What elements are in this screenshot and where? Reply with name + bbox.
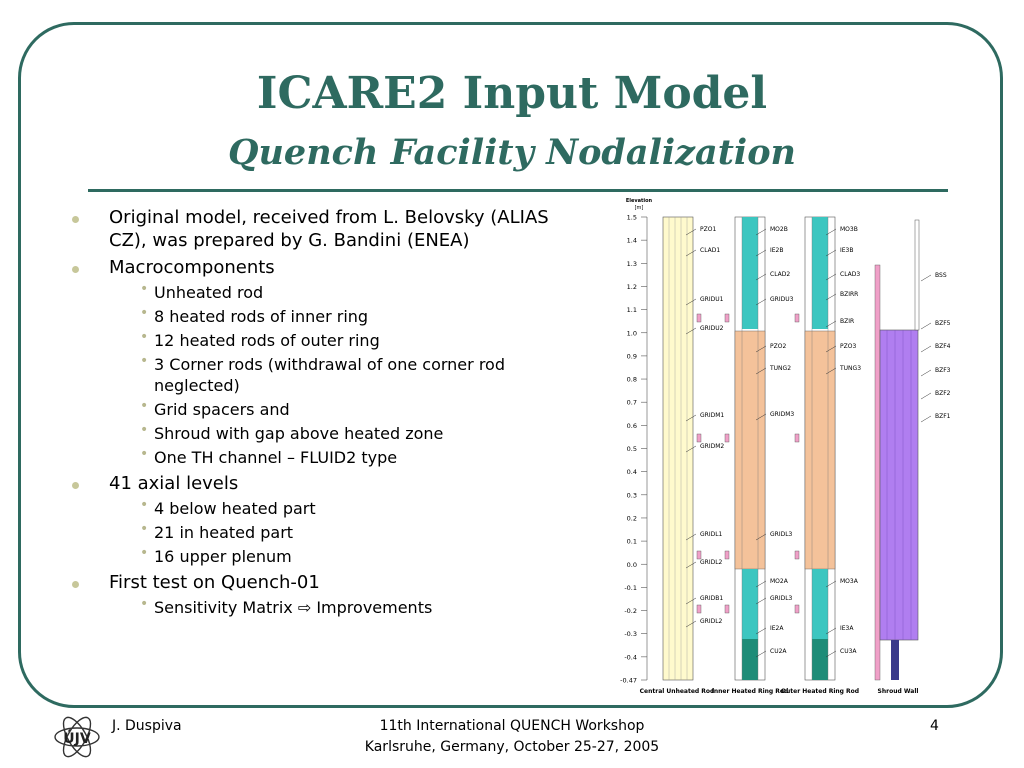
sub-bullet-text: Grid spacers and bbox=[154, 400, 290, 419]
inner-rod-heated-zone bbox=[735, 331, 765, 569]
grid-spacer bbox=[795, 605, 799, 613]
label-leader bbox=[921, 370, 931, 376]
grid-spacer bbox=[725, 551, 729, 559]
sub-bullet-dot: • bbox=[140, 497, 149, 513]
sub-bullet-dot: • bbox=[140, 281, 149, 297]
shroud-label: BZF2 bbox=[935, 390, 951, 397]
bullet-item bbox=[70, 256, 590, 468]
col3-label: CU3A bbox=[840, 648, 857, 655]
col2-label: GRIDL3 bbox=[770, 595, 793, 602]
sub-bullet-dot: • bbox=[140, 545, 149, 561]
elevation-tick-label: 1.4 bbox=[626, 236, 637, 245]
col1-label: GRIDU1 bbox=[700, 296, 724, 303]
grid-spacer bbox=[697, 434, 701, 442]
col2-label: TUNG2 bbox=[770, 365, 792, 372]
grid-spacer bbox=[697, 314, 701, 322]
sub-bullet-text: 4 below heated part bbox=[154, 499, 316, 518]
sub-bullet-item bbox=[109, 423, 590, 444]
bullet-dot bbox=[72, 482, 79, 489]
col1-label: GRIDU2 bbox=[700, 325, 724, 332]
label-leader bbox=[921, 275, 931, 281]
col3-label: MO3A bbox=[840, 578, 858, 585]
elevation-tick-label: 0.1 bbox=[626, 537, 637, 546]
bullet-item bbox=[70, 571, 590, 618]
bullet-item bbox=[70, 206, 590, 252]
shroud-inner-wall bbox=[875, 265, 880, 680]
grid-spacer bbox=[795, 551, 799, 559]
shroud-label: BZF1 bbox=[935, 413, 951, 420]
sub-bullet-item bbox=[109, 330, 590, 351]
grid-spacer bbox=[725, 605, 729, 613]
shroud-label: BZF5 bbox=[935, 320, 951, 327]
elevation-tick-label: 0.9 bbox=[626, 352, 637, 361]
axis-title: Elevation bbox=[625, 198, 653, 204]
sub-bullet-dot: • bbox=[140, 521, 149, 537]
sub-bullet-text: 21 in heated part bbox=[154, 523, 294, 542]
sub-bullet-text: Sensitivity Matrix ⇨ Improvements bbox=[154, 598, 433, 617]
sub-bullet-item bbox=[109, 399, 590, 420]
label-leader bbox=[921, 323, 931, 329]
elevation-tick-label: 0.4 bbox=[626, 468, 637, 477]
elevation-tick-label: 1.2 bbox=[626, 282, 637, 291]
ujv-logo bbox=[48, 710, 106, 764]
elevation-tick-label: -0.3 bbox=[624, 630, 637, 639]
footer-page-number: 4 bbox=[930, 718, 939, 734]
outer-rod-copper-electrode bbox=[812, 639, 828, 680]
label-leader bbox=[921, 393, 931, 399]
sub-bullet-text: One TH channel – FLUID2 type bbox=[154, 448, 398, 467]
col2-label: CU2A bbox=[770, 648, 787, 655]
bullet-text: 41 axial levels bbox=[109, 473, 239, 494]
inner-rod-lower-electrode bbox=[742, 569, 758, 639]
label-leader bbox=[921, 346, 931, 352]
sub-bullet-dot: • bbox=[140, 353, 149, 369]
sub-bullet-item bbox=[109, 597, 590, 618]
footer-event-line2: Karlsruhe, Germany, October 25-27, 2005 bbox=[364, 739, 660, 755]
sub-bullet-text: Shroud with gap above heated zone bbox=[154, 424, 444, 443]
elevation-tick-label: 1.0 bbox=[626, 329, 637, 338]
col2-label: CLAD2 bbox=[770, 271, 791, 278]
outer-rod-lower-electrode bbox=[812, 569, 828, 639]
elevation-tick-label: 0.8 bbox=[626, 375, 637, 384]
sub-bullet-item bbox=[109, 306, 590, 327]
grid-spacer bbox=[725, 434, 729, 442]
col2-label: PZO2 bbox=[770, 343, 787, 350]
outer-rod-upper-electrode bbox=[812, 217, 828, 329]
axis-unit: [m] bbox=[634, 205, 644, 211]
elevation-tick-label: -0.1 bbox=[624, 583, 637, 592]
sub-bullet-dot: • bbox=[140, 596, 149, 612]
bullet-list bbox=[70, 206, 590, 622]
col3-label: IE3B bbox=[840, 247, 854, 254]
grid-spacer bbox=[697, 605, 701, 613]
col1-label: GRIDL1 bbox=[700, 531, 723, 538]
shroud-label: BZF4 bbox=[935, 343, 951, 350]
footer-author: J. Duspiva bbox=[112, 718, 182, 734]
col3-label: MO3B bbox=[840, 226, 858, 233]
sub-bullet-dot: • bbox=[140, 398, 149, 414]
col1-label: GRIDM2 bbox=[700, 443, 725, 450]
elevation-tick-label: 1.5 bbox=[626, 213, 637, 222]
sub-bullet-item bbox=[109, 546, 590, 567]
elevation-tick-label: 0.0 bbox=[626, 560, 637, 569]
col3-label: IE3A bbox=[840, 625, 854, 632]
shroud-label: BSS bbox=[935, 272, 947, 279]
grid-spacer bbox=[725, 314, 729, 322]
elevation-tick-label: 0.3 bbox=[626, 491, 637, 500]
sub-bullet-dot: • bbox=[140, 446, 149, 462]
footer-event bbox=[262, 716, 762, 758]
column-header: Shroud Wall bbox=[877, 688, 919, 695]
col2-label: MO2B bbox=[770, 226, 788, 233]
title-rule bbox=[88, 189, 948, 192]
grid-spacer bbox=[795, 314, 799, 322]
elevation-tick-label: 1.3 bbox=[626, 259, 637, 268]
col1-label: GRIDL2 bbox=[700, 618, 723, 625]
sub-bullet-dot: • bbox=[140, 329, 149, 345]
elevation-tick-label: 0.2 bbox=[626, 514, 637, 523]
sub-bullet-item bbox=[109, 447, 590, 468]
bullet-dot bbox=[72, 216, 79, 223]
col2-label: GRIDM3 bbox=[770, 411, 795, 418]
inner-rod-copper-electrode bbox=[742, 639, 758, 680]
col3-label: PZO3 bbox=[840, 343, 857, 350]
col2-label: GRIDU3 bbox=[770, 296, 794, 303]
sub-bullet-item bbox=[109, 522, 590, 543]
col2-label: MO2A bbox=[770, 578, 788, 585]
outer-rod-heated-zone bbox=[805, 331, 835, 569]
slide-title: ICARE2 Input Model bbox=[256, 68, 768, 119]
bullet-dot bbox=[72, 266, 79, 273]
column-header: Central Unheated Rod bbox=[639, 688, 715, 695]
sub-bullet-text: 3 Corner rods (withdrawal of one corner rod neglected) bbox=[154, 355, 505, 395]
column-header: Inner Heated Ring Rod bbox=[711, 688, 789, 695]
col3-label: TUNG3 bbox=[840, 365, 862, 372]
elevation-tick-label: -0.2 bbox=[624, 607, 637, 616]
bullet-dot bbox=[72, 581, 79, 588]
grid-spacer bbox=[697, 551, 701, 559]
col3-label: BZIRR bbox=[840, 291, 859, 298]
bullet-text: First test on Quench-01 bbox=[109, 572, 320, 593]
slide-subtitle: Quench Facility Nodalization bbox=[228, 132, 796, 173]
sub-bullet-text: Unheated rod bbox=[154, 283, 264, 302]
col1-label: GRIDB1 bbox=[700, 595, 724, 602]
shroud-label: BZF3 bbox=[935, 367, 951, 374]
sub-bullet-text: 8 heated rods of inner ring bbox=[154, 307, 369, 326]
svg-text:ÚJV: ÚJV bbox=[63, 731, 91, 747]
elevation-tick-label: 0.5 bbox=[626, 445, 637, 453]
nodalization-diagram bbox=[605, 195, 955, 707]
central-rod bbox=[663, 217, 693, 680]
sub-bullet-text: 16 upper plenum bbox=[154, 547, 292, 566]
label-leader bbox=[921, 416, 931, 422]
col2-label: IE2A bbox=[770, 625, 784, 632]
sub-bullet-item bbox=[109, 282, 590, 303]
sub-bullet-text: 12 heated rods of outer ring bbox=[154, 331, 380, 350]
sub-bullet-item bbox=[109, 498, 590, 519]
col1-label: GRIDM1 bbox=[700, 412, 725, 419]
sub-bullet-item bbox=[109, 354, 590, 396]
footer-event-line1: 11th International QUENCH Workshop bbox=[379, 718, 645, 734]
column-header: Outer Heated Ring Rod bbox=[780, 688, 860, 695]
bullet-item bbox=[70, 472, 590, 567]
inner-rod-upper-electrode bbox=[742, 217, 758, 329]
bullet-text: Macrocomponents bbox=[109, 257, 275, 278]
col3-label: BZIR bbox=[840, 318, 855, 325]
col3-label: CLAD3 bbox=[840, 271, 861, 278]
col2-label: GRIDL3 bbox=[770, 531, 793, 538]
col1-label: PZO1 bbox=[700, 226, 717, 233]
col1-label: CLAD1 bbox=[700, 247, 721, 254]
sub-bullet-dot: • bbox=[140, 422, 149, 438]
shroud-upper-wall bbox=[915, 220, 919, 330]
grid-spacer bbox=[795, 434, 799, 442]
shroud-support bbox=[891, 640, 899, 680]
elevation-tick-label: -0.4 bbox=[624, 653, 637, 662]
elevation-tick-label: -0.47 bbox=[620, 676, 637, 685]
elevation-tick-label: 0.6 bbox=[626, 421, 637, 430]
shroud-wall bbox=[880, 330, 918, 640]
col2-label: IE2B bbox=[770, 247, 784, 254]
bullet-text: Original model, received from L. Belovsky (ALIAS CZ), was prepared by G. Bandini (ENEA) bbox=[109, 207, 549, 251]
sub-bullet-dot: • bbox=[140, 305, 149, 321]
elevation-tick-label: 0.7 bbox=[626, 398, 637, 407]
elevation-tick-label: 1.1 bbox=[626, 306, 637, 315]
col1-label: GRIDL2 bbox=[700, 559, 723, 566]
